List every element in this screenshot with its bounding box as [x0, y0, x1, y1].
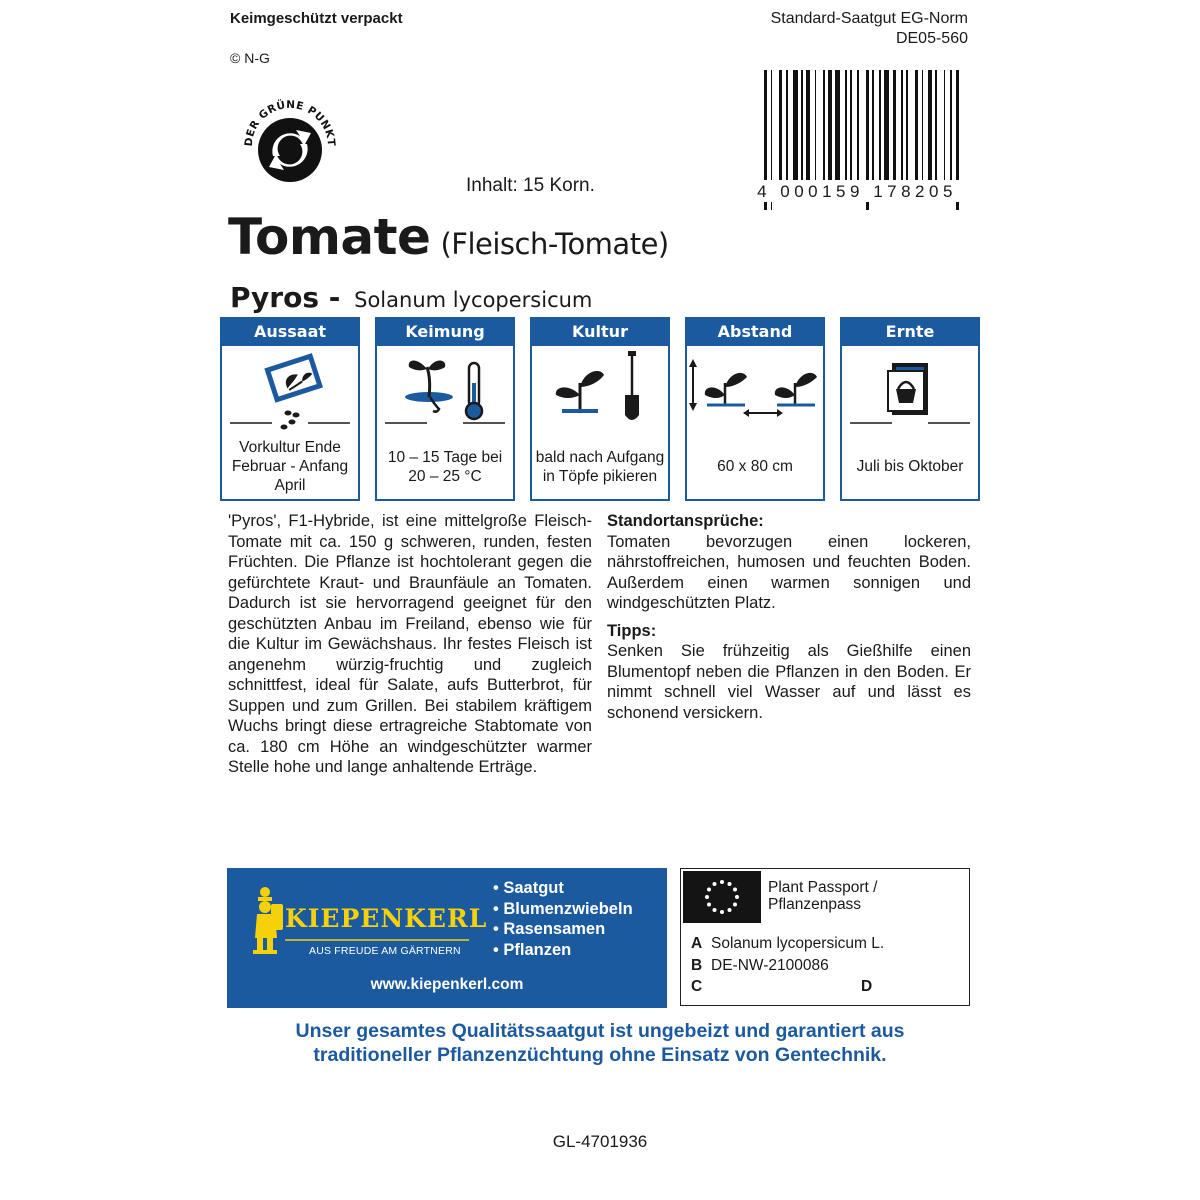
variety-name: Pyros -	[230, 281, 341, 314]
side-info	[607, 511, 971, 723]
barcode-number: 4 000159 178205	[742, 180, 972, 202]
step-ernte	[840, 317, 980, 501]
gruene-punkt-label: DER GRÜNE PUNKT	[242, 98, 338, 147]
plant-spacing-icon	[687, 349, 823, 441]
eu-star	[707, 903, 711, 907]
harvest-basket-icon	[842, 349, 978, 441]
eu-flag-icon	[683, 871, 761, 923]
eu-star	[720, 910, 724, 914]
step-title: Kultur	[532, 319, 668, 346]
eu-star	[728, 908, 732, 912]
step-title: Ernte	[842, 319, 978, 346]
brand-box	[227, 868, 667, 1008]
seed-standard-line: Standard-Saatgut EG-Norm	[770, 10, 968, 27]
product-description: 'Pyros', F1-Hybride, ist eine mittelgroße Fleisch-Tomate mit ca. 150 g schweren, runden, festen Früchten. Die Pflanze ist hochtolerant gegen die gefürchtete Kraut- und Braunfäule an Tomaten. Dadurch ist sie hervorragend geeignet für den geschützten Anbau im Freiland, ebenso wie für die Kultur im Gewächshaus. Ihr festes Fleisch ist angenehm würzig-fruchtig und zugleich schnittfest, ideal für Salate, aufs Butterbrot, für Suppen und zum Grillen. Bei stabilem kräftigem Wuchs bringt diese ertragreiche Stabtomate von ca. 180 cm Höhe an windgeschützter warmer Stelle hohe und lange anhaltende Erträge.	[228, 512, 592, 776]
seed-standard-code: DE05-560	[895, 30, 968, 47]
plant-passport-title-line: Pflanzenpass	[768, 896, 862, 913]
product-variety	[230, 281, 592, 314]
passport-row-c: C	[691, 978, 703, 995]
plant-passport-title-line: Plant Passport /	[768, 879, 878, 896]
list-item: • Saatgut	[493, 878, 633, 899]
content-amount: Inhalt: 15 Korn.	[466, 175, 595, 196]
quality-note	[228, 1019, 972, 1067]
step-text: Juli bis Oktober	[856, 458, 964, 475]
gruene-punkt-logo	[238, 86, 342, 190]
step-title: Aussaat	[222, 319, 358, 346]
step-text: Vorkultur Ende Februar - Anfang April	[231, 439, 349, 494]
product-name: Tomate	[228, 208, 431, 266]
quality-note-line: traditioneller Pflanzenzüchtung ohne Einsatz von Gentechnik.	[313, 1044, 887, 1066]
quality-note-line: Unser gesamtes Qualitätssaatgut ist ungebeizt und garantiert aus	[295, 1020, 905, 1042]
step-kultur	[530, 317, 670, 501]
step-text: 10 – 15 Tage bei 20 – 25 °C	[387, 448, 503, 485]
eu-star	[707, 888, 711, 892]
eu-star	[705, 895, 709, 899]
gl-code: GL-4701936	[552, 1132, 648, 1151]
brand-slogan: AUS FREUDE AM GÄRTNERN	[309, 945, 461, 957]
passport-row-a: A Solanum lycopersicum L.	[691, 935, 885, 952]
list-item: • Rasensamen	[493, 919, 633, 940]
step-title: Keimung	[377, 319, 513, 346]
seed-standard	[771, 9, 968, 49]
location-text: Tomaten bevorzugen einen lockeren, nährstoffreichen, humosen und feuchten Boden. Außerdem einen warmen sonnigen und windgeschützten Platz.	[607, 532, 971, 612]
passport-row-b: B DE-NW-2100086	[691, 957, 829, 974]
plant-passport	[680, 868, 970, 1006]
list-item: • Pflanzen	[493, 940, 633, 961]
eu-star	[733, 903, 737, 907]
step-title: Abstand	[687, 319, 823, 346]
germination-thermometer-icon	[377, 349, 513, 441]
step-aussaat	[220, 317, 360, 501]
step-text: bald nach Aufgang in Töpfe pikieren	[535, 448, 665, 485]
plant-passport-title	[768, 879, 877, 913]
tips-heading: Tipps:	[607, 621, 657, 640]
step-keimung	[375, 317, 515, 501]
eu-star	[728, 882, 732, 886]
brand-website-link[interactable]: www.kiepenkerl.com	[370, 976, 524, 993]
seedling-trowel-icon	[532, 349, 668, 441]
brand-product-list	[493, 878, 633, 960]
seed-packet-icon	[222, 349, 358, 441]
copyright: © N-G	[230, 50, 270, 66]
eu-star	[735, 895, 739, 899]
step-text: 60 x 80 cm	[717, 458, 793, 475]
latin-name: Solanum lycopersicum	[354, 288, 593, 312]
product-type: (Fleisch-Tomate)	[440, 227, 669, 261]
list-item: • Blumenzwiebeln	[493, 899, 633, 920]
eu-star	[733, 888, 737, 892]
eu-star	[720, 880, 724, 884]
product-title	[228, 208, 669, 266]
packaging-note: Keimgeschützt verpackt	[230, 10, 403, 27]
tips-text: Senken Sie frühzeitig als Gießhilfe einen Blumentopf neben die Pflanzen in den Boden. Er nimmt schnell viel Wasser auf und lässt es schonend versickern.	[607, 642, 971, 722]
eu-star	[713, 882, 717, 886]
step-abstand	[685, 317, 825, 501]
brand-name: KIEPENKERL	[285, 904, 488, 933]
location-heading: Standortansprüche:	[607, 512, 764, 530]
passport-row-d: D	[861, 978, 873, 995]
eu-star	[713, 908, 717, 912]
